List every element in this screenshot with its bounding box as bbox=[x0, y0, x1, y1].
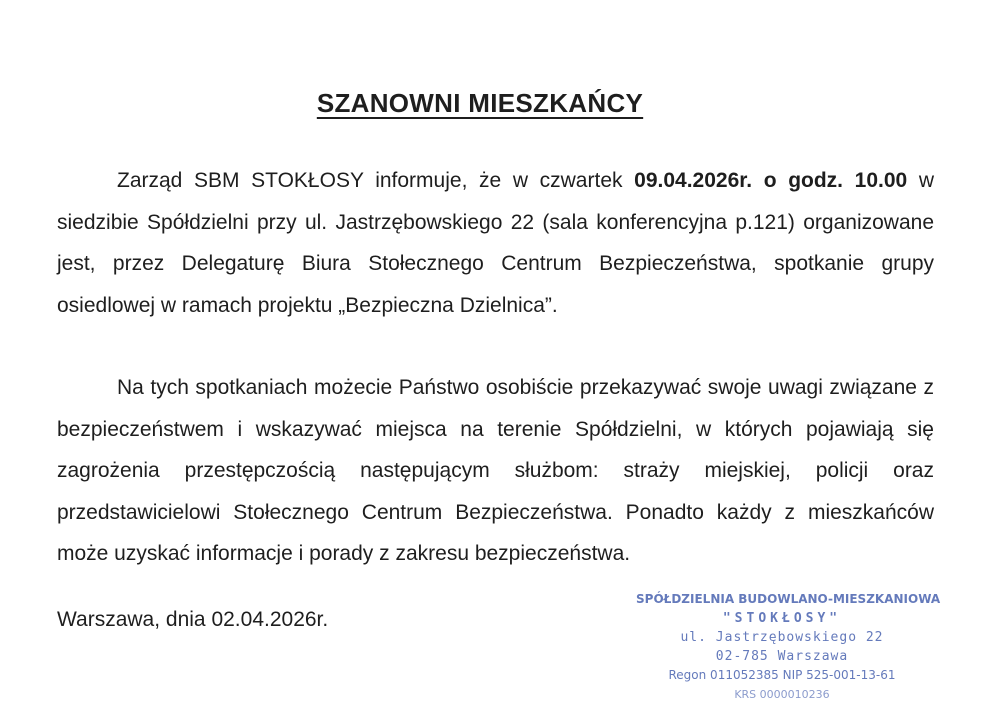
stamp-line-krs: KRS 0000010236 bbox=[734, 688, 830, 701]
info-text: Na tych spotkaniach możecie Państwo osobiście przekazywać swoje uwagi związane z bezpieczeństwem i wskazywać miejsca na terenie Spółdzielni, w których pojawiają się zagrożenia przestępczością następującym służbom: straży miejskiej, policji oraz przedstawicielowi Stołecznego Centrum Bezpieczeństwa. Ponadto każdy z mieszkańców może uzyskać informacje i porady z zakresu bezpieczeństwa. bbox=[57, 376, 934, 565]
info-paragraph bbox=[57, 367, 934, 575]
cooperative-stamp bbox=[636, 590, 941, 704]
stamp-line-brand: "STOKŁOSY" bbox=[722, 611, 842, 626]
announcement-paragraph bbox=[57, 160, 934, 326]
meeting-details-text: w siedzibie Spółdzielni przy ul. Jastrzębowskiego 22 (sala konferencyjna p.121) organizowane jest, przez Delegaturę Biura Stołecznego Centrum Bezpieczeństwa, spotkanie grupy osiedlowej w ramach projektu „Bezpieczna Dzielnica”. bbox=[57, 169, 934, 317]
stamp-line-ids: Regon 011052385 NIP 525-001-13-61 bbox=[668, 668, 896, 682]
stamp-line-name: SPÓŁDZIELNIA BUDOWLANO-MIESZKANIOWA bbox=[636, 592, 941, 606]
stamp-line-city: 02-785 Warszawa bbox=[715, 649, 849, 664]
meeting-time: o godz. 10.00 bbox=[763, 169, 908, 192]
stamp-line-street: ul. Jastrzębowskiego 22 bbox=[680, 630, 884, 645]
intro-text: Zarząd SBM STOKŁOSY informuje, że w czwartek bbox=[117, 169, 635, 192]
meeting-date: 09.04.2026r. bbox=[634, 169, 753, 192]
notice-title: SZANOWNI MIESZKAŃCY bbox=[316, 88, 644, 118]
date-place-line: Warszawa, dnia 02.04.2026r. bbox=[57, 608, 329, 631]
